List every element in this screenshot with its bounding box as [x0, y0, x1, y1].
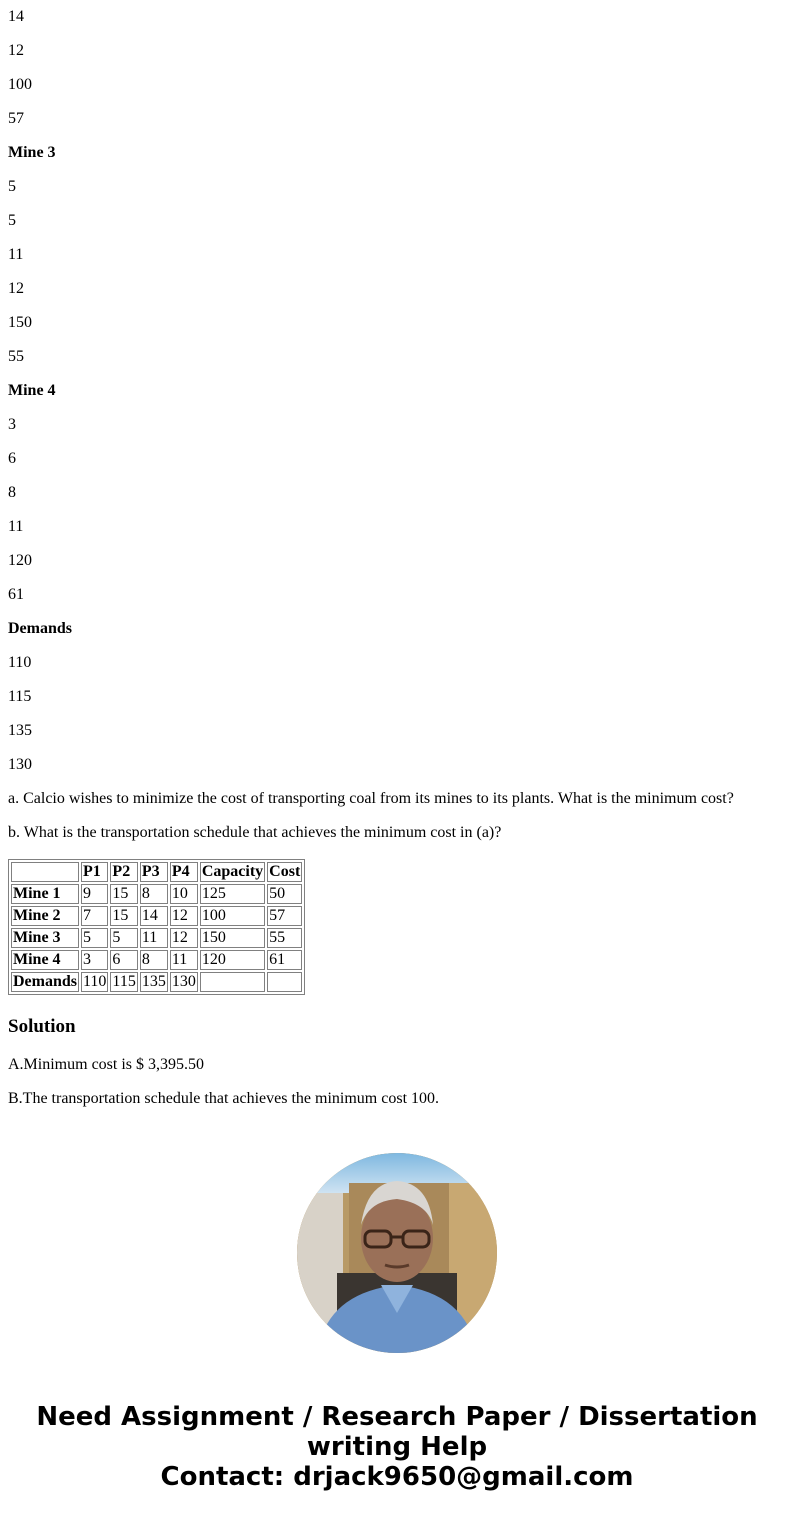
person-photo-icon — [297, 1153, 497, 1353]
text-line: 130 — [8, 756, 32, 773]
promo-contact: Contact: drjack9650@gmail.com — [160, 1462, 634, 1492]
table-cell: 12 — [170, 928, 198, 948]
table-header-cell: P3 — [140, 862, 168, 882]
promo-line: Need Assignment / Research Paper / Dissertation — [36, 1402, 758, 1432]
text-line: 6 — [8, 450, 16, 467]
table-cell: 120 — [200, 950, 265, 970]
table-cell: 50 — [267, 884, 302, 904]
table-cell: 14 — [140, 906, 168, 926]
table-cell: 11 — [170, 950, 198, 970]
table-cell: 115 — [112, 973, 136, 990]
table-row-header: Mine 2 — [11, 906, 79, 926]
table-cell: 8 — [140, 884, 168, 904]
table-cell: 11 — [140, 928, 168, 948]
text-line: 120 — [8, 552, 32, 569]
table-cell: 10 — [170, 884, 198, 904]
table-cell: 150 — [200, 928, 265, 948]
text-line: 11 — [8, 246, 24, 263]
table-header-row — [11, 862, 302, 882]
table-cell — [200, 972, 265, 992]
demands-label: Demands — [8, 620, 73, 637]
text-line: 14 — [8, 8, 24, 25]
table-header-cell: Cost — [269, 863, 301, 880]
table-header-cell: P1 — [81, 862, 108, 882]
text-line: 100 — [8, 76, 32, 93]
table-cell: 61 — [267, 950, 302, 970]
table-cell: 15 — [110, 906, 137, 926]
table-row-header: Mine 4 — [11, 950, 79, 970]
table-cell: 5 — [110, 928, 137, 948]
solution-heading: Solution — [8, 1016, 76, 1037]
promo-banner — [0, 1402, 794, 1492]
mine-4-label: Mine 4 — [8, 382, 56, 399]
text-line: 55 — [8, 348, 24, 365]
question-a: a. Calcio wishes to minimize the cost of transporting coal from its mines to its plants. What is the minimum cost? — [8, 790, 734, 807]
table-cell: 57 — [267, 906, 302, 926]
table-cell: 3 — [81, 950, 108, 970]
table-header-cell: P4 — [170, 862, 198, 882]
text-line: 12 — [8, 42, 24, 59]
table-cell: 6 — [110, 950, 137, 970]
table-cell: 100 — [200, 906, 265, 926]
table-row — [11, 928, 302, 948]
table-cell: 130 — [171, 973, 196, 990]
table-row-header: Mine 3 — [11, 928, 79, 948]
text-line: 8 — [8, 484, 16, 501]
text-line: 110 — [8, 654, 32, 671]
table-cell: 125 — [200, 884, 265, 904]
table-header-cell — [11, 862, 79, 882]
transport-table — [8, 859, 305, 995]
text-line: 57 — [8, 110, 24, 127]
table-row — [11, 972, 302, 992]
author-avatar — [297, 1153, 497, 1353]
text-line: 61 — [8, 586, 24, 603]
table-row-header: Demands — [13, 973, 78, 990]
table-row — [11, 884, 302, 904]
table-cell: 135 — [141, 973, 166, 990]
question-b: b. What is the transportation schedule that achieves the minimum cost in (a)? — [8, 824, 502, 841]
text-line: 115 — [8, 688, 32, 705]
text-line: 135 — [8, 722, 32, 739]
table-cell: 8 — [140, 950, 168, 970]
mine-3-label: Mine 3 — [8, 144, 56, 161]
text-line: 12 — [8, 280, 24, 297]
answer-a: A.Minimum cost is $ 3,395.50 — [8, 1056, 205, 1073]
text-line: 150 — [8, 314, 32, 331]
table-cell: 5 — [81, 928, 108, 948]
table-cell: 55 — [267, 928, 302, 948]
text-line: 5 — [8, 212, 16, 229]
answer-b: B.The transportation schedule that achieves the minimum cost 100. — [8, 1090, 440, 1107]
table-cell: 7 — [81, 906, 108, 926]
table-header-cell: Capacity — [201, 863, 264, 880]
table-cell: 15 — [110, 884, 137, 904]
promo-line: writing Help — [306, 1432, 488, 1462]
text-line: 5 — [8, 178, 16, 195]
text-line: 3 — [8, 416, 16, 433]
table-cell: 110 — [83, 973, 107, 990]
table-row — [11, 950, 302, 970]
table-row-header: Mine 1 — [11, 884, 79, 904]
table-cell: 9 — [81, 884, 108, 904]
table-header-cell: P2 — [110, 862, 137, 882]
text-line: 11 — [8, 518, 24, 535]
table-cell: 12 — [170, 906, 198, 926]
table-cell — [267, 972, 302, 992]
table-row — [11, 906, 302, 926]
